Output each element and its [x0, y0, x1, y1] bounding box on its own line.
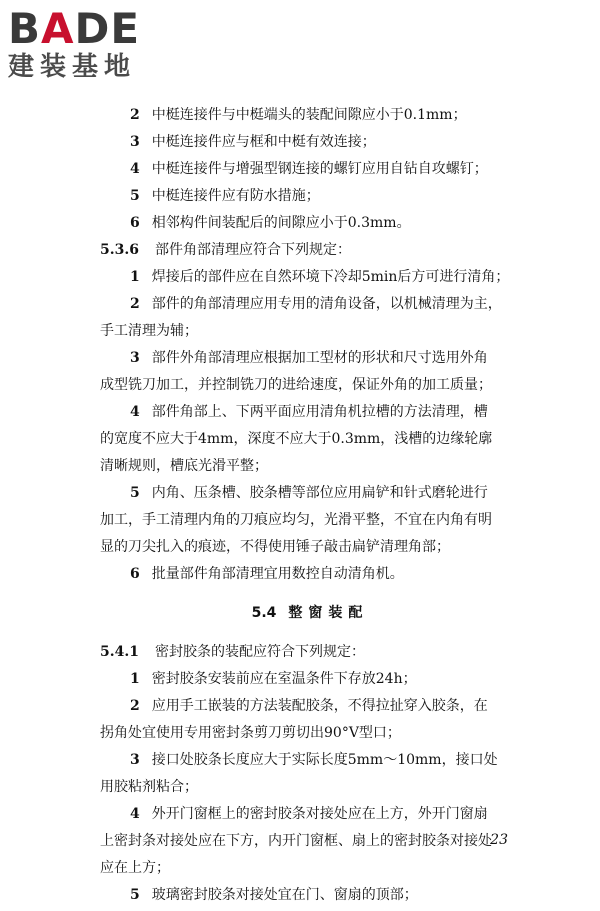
list-item-continuation: 显的刀尖扎入的痕迹，不得使用锤子敲击扁铲清理角部；	[100, 539, 450, 555]
list-item-continuation: 上密封条对接处应在下方，内开门窗框、扇上的密封胶条对接处	[100, 833, 492, 849]
list-item: 3 中梃连接件应与框和中梃有效连接；	[130, 134, 376, 150]
brand-logo	[8, 6, 188, 96]
list-item: 4 部件角部上、下两平面应用清角机拉槽的方法清理，槽	[130, 404, 488, 420]
list-item-continuation: 用胶粘剂粘合；	[100, 779, 198, 795]
list-item: 1 密封胶条安装前应在室温条件下存放24h；	[130, 671, 417, 687]
list-item: 1 焊接后的部件应在自然环境下冷却5min后方可进行清角；	[130, 269, 510, 285]
list-item: 6 相邻构件间装配后的间隙应小于0.3mm。	[130, 215, 411, 231]
list-item: 2 应用手工嵌装的方法装配胶条，不得拉扯穿入胶条，在	[130, 698, 488, 714]
clause-heading: 5.4.1 密封胶条的装配应符合下列规定：	[100, 644, 365, 660]
list-item-continuation: 拐角处宜使用专用密封条剪刀剪切出90°V型口；	[100, 725, 401, 741]
clause-heading: 5.3.6 部件角部清理应符合下列规定：	[100, 242, 351, 258]
spacer	[100, 590, 520, 602]
list-item: 4 外开门窗框上的密封胶条对接处应在上方，外开门窗扇	[130, 806, 488, 822]
list-item-continuation: 成型铣刀加工，并控制铣刀的进给速度，保证外角的加工质量；	[100, 377, 492, 393]
list-item: 3 接口处胶条长度应大于实际长度5mm～10mm，接口处	[130, 752, 498, 768]
list-item: 3 部件外角部清理应根据加工型材的形状和尺寸选用外角	[130, 350, 488, 366]
list-item: 2 中梃连接件与中梃端头的装配间隙应小于0.1mm；	[130, 107, 467, 123]
logo-mark: BADE	[8, 4, 141, 53]
section-heading: 5.4 整窗装配	[251, 605, 369, 621]
list-item: 5 内角、压条槽、胶条槽等部位应用扁铲和针式磨轮进行	[130, 485, 488, 501]
spacer	[100, 629, 520, 641]
list-item-continuation: 加工，手工清理内角的刀痕应均匀，光滑平整，不宜在内角有明	[100, 512, 492, 528]
list-item: 2 部件的角部清理应用专用的清角设备，以机械清理为主，	[130, 296, 502, 312]
document-body	[100, 104, 520, 911]
logo-subtitle: 建装基地	[8, 52, 137, 82]
list-item-continuation: 手工清理为辅；	[100, 323, 198, 339]
list-item: 6 批量部件角部清理宜用数控自动清角机。	[130, 566, 404, 582]
list-item-continuation: 清晰规则，槽底光滑平整；	[100, 458, 268, 474]
list-item-continuation: 的宽度不应大于4mm，深度不应大于0.3mm，浅槽的边缘轮廓	[100, 431, 493, 447]
list-item: 5 中梃连接件应有防水措施；	[130, 188, 320, 204]
list-item: 4 中梃连接件与增强型钢连接的螺钉应用自钻自攻螺钉；	[130, 161, 488, 177]
list-item-continuation: 应在上方；	[100, 860, 170, 876]
page-number: 23	[490, 832, 508, 848]
list-item: 5 玻璃密封胶条对接处宜在门、窗扇的顶部；	[130, 887, 418, 903]
